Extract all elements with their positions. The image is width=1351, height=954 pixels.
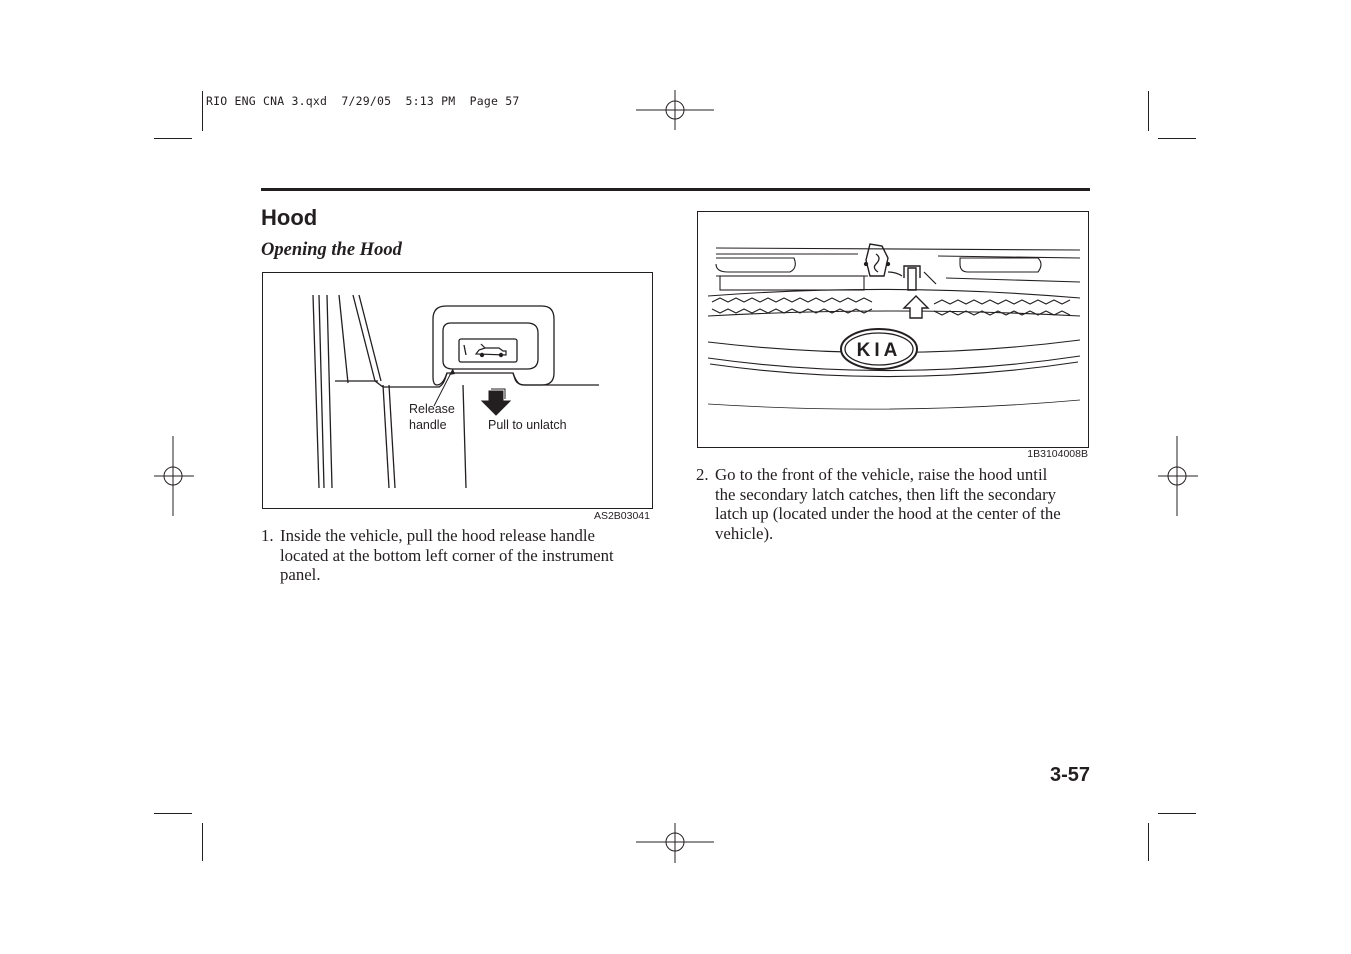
page-number: 3-57	[1050, 764, 1091, 786]
print-slug: RIO ENG CNA 3.qxd 7/29/05 5:13 PM Page 57	[206, 94, 520, 108]
lift-arrow-icon	[904, 296, 928, 318]
label-release-handle: Release handle	[409, 402, 455, 432]
figure-code-right: 1B3104008B	[1027, 448, 1088, 460]
figure-code-left: AS2B03041	[593, 510, 650, 522]
hood-open-icon	[476, 344, 506, 357]
registration-mark-top	[636, 90, 714, 130]
subsection-title: Opening the Hood	[261, 240, 402, 260]
step-number: 2.	[696, 465, 709, 484]
secondary-latch-illustration	[698, 212, 1088, 447]
step-text: Inside the vehicle, pull the hood release handle located at the bottom left corner of the instrument panel.	[280, 526, 614, 584]
kia-emblem	[841, 329, 917, 369]
hood-release-illustration	[263, 273, 652, 508]
section-title: Hood	[261, 205, 318, 230]
label-pull-to-unlatch: Pull to unlatch	[488, 418, 567, 432]
registration-mark-bottom	[636, 823, 714, 863]
registration-mark-right	[1158, 436, 1198, 516]
step-text: Go to the front of the vehicle, raise the hood until the secondary latch catches, then lift the secondary latch up (located under the hood at the center of the vehicle).	[715, 465, 1061, 543]
figure-secondary-latch	[697, 211, 1089, 460]
step-number: 1.	[261, 526, 274, 545]
header-rule	[261, 188, 1090, 191]
figure-hood-release	[262, 272, 653, 522]
step-1	[261, 526, 651, 586]
registration-mark-left	[154, 436, 194, 516]
pull-arrow-icon	[482, 391, 510, 415]
kia-emblem-text: KIA	[856, 340, 902, 361]
step-2	[696, 465, 1091, 545]
